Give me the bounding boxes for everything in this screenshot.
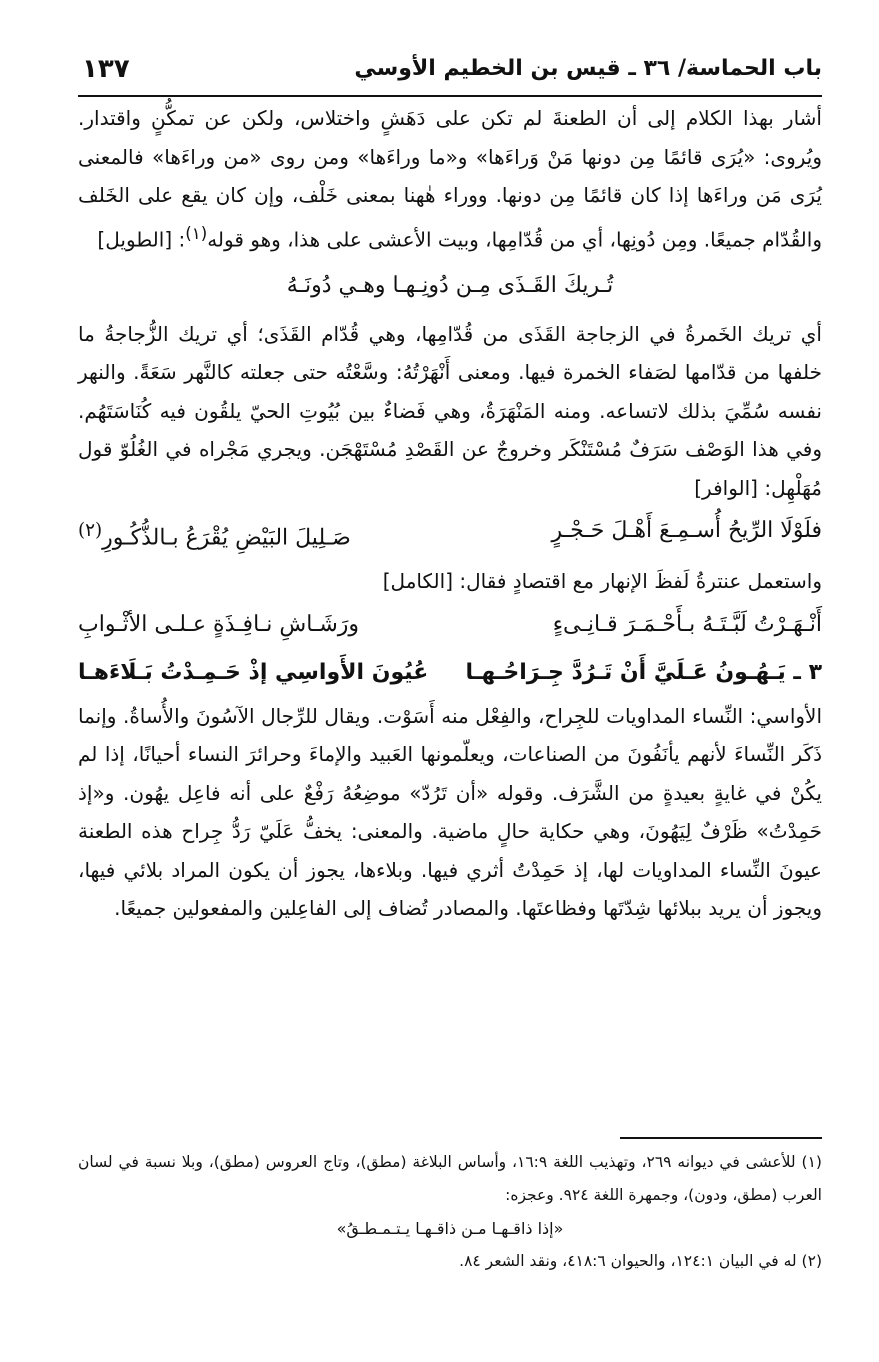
verse-line-1: تُـريكَ القَـذَى مِـن دُونِـهـا وهـي دُونَـهُ bbox=[286, 272, 614, 298]
footnote-ref-2: (٢) bbox=[78, 520, 103, 542]
footnote-2: (٢) له في البيان ١٢٤:١، والحيوان ٤١٨:٦، ونقد الشعر ٨٤. bbox=[459, 1252, 822, 1270]
couplet-1-second-hemistich bbox=[78, 507, 351, 562]
header-rule bbox=[78, 95, 822, 97]
main-text bbox=[78, 99, 822, 928]
couplet-2-first-hemistich: أَنْـهَـرْتُ لَبَّـتَـهُ بـأَحْـمَـرَ قـانِـىءٍ bbox=[552, 611, 822, 637]
paragraph-1-text: أشار بهذا الكلام إلى أن الطعنةَ لم تكن على دَهَشٍ واختلاس، ولكن عن تمكُّنٍ واقتدار. ويُروى: «يُرَى قائمًا مِن دونها مَنْ وَراءَها» و«ما وراءَها» ومن روى «من وراءَها» فالمعنى يُرَى مَن وراءَها إذا كان قائمًا مِن دونها. ووراء هٰهنا بمعنى خَلْف، وإن كان يقع على الخَلف والقُدّام جميعًا. ومِن دُونِها، أي من قُدّامِها، وبيت الأعشى على هذا، وهو قوله bbox=[78, 106, 822, 252]
poem-verse-3-second-hemistich: عُيُونَ الأَواسِي إذْ حَـمِـدْتُ بَـلَاءَهـا bbox=[78, 659, 429, 685]
running-header-title: باب الحماسة/ ٣٦ ـ قيس بن الخطيم الأوسي bbox=[354, 56, 822, 81]
meter-label-wafir: [الوافر] bbox=[694, 475, 758, 500]
couplet-1-second-hemistich-text: صَـلِيلَ البَيْضِ يُقْرَعُ بـالذُّكُـورِ bbox=[102, 525, 351, 551]
paragraph-4: الأواسي: النِّساء المداويات للجِراح، والفِعْل منه أَسَوْت. ويقال للرِّجال الآسُونَ والأُساةُ. وإنما ذَكَر النِّساءَ لأنهم يأنَفُونَ من الصناعات، ويعلّمونها العَبيد والإماءَ وحرائرَ النساء أحيانًا، إذا لم يكُنْ في غايةٍ بعيدةٍ من الشَّرَف. وقوله «أن تَرُدّ» موضِعُهُ رَفْعٌ على أنه فاعِل يهُون. و«إذ حَمِدْتُ» ظَرْفٌ لِيَهُونَ، وهي حكاية حالٍ ماضية. والمعنى: يخفُّ عَلَيّ رَدُّ جِراح هذه الطعنة عيونَ النِّساء المداويات لها، إذ حَمِدْتُ أثري فيها. وبلاءها، يجوز أن يكون المراد بلائي فيها، ويجوز أن يريد ببلائها شِدّتَها وفظاعتَها. والمصادر تُضاف إلى الفاعِلين والمفعولين جميعًا. bbox=[78, 703, 822, 921]
meter-label-tawil: [الطويل] bbox=[97, 227, 173, 252]
paragraph-3 bbox=[78, 562, 822, 601]
footnote-separator bbox=[620, 1137, 822, 1139]
poem-verse-3 bbox=[78, 649, 822, 697]
couplet-1 bbox=[78, 507, 822, 562]
paragraph-2-text: أي تريك الخَمرةُ في الزجاجة القَذَى من قُدّامِها، وهي قُدّام القَذَى؛ أي تريك الزُّجاجةُ ما خلفها من قدّامها لصَفاء الخمرة فيها. ومعنى أَنْهَرْتُهُ: وسَّعْتُه حتى جعلته كالنَّهر سَعَةً. والنهر نفسه سُمِّيَ بذلك لاتساعه. ومنه المَنْهَرَةُ، وهي فَضاءٌ بين بُيُوتِ الحيّ يلقُون فيه كُنَاسَتَهُم. وفي هذا الوَصْف سَرَفٌ مُسْتَنْكَر وخروجٌ عن القَصْدِ مُسْتَهْجَن. ويجري مَجْراه في الغُلُوّ قول مُهَلْهِل: bbox=[78, 321, 822, 500]
paragraph-3-text: واستعمل عنترةُ لَفظَ الإنهار مع اقتصادٍ فقال: bbox=[459, 569, 822, 594]
paragraph-1-colon: : bbox=[172, 227, 186, 252]
footnote-1-verse: «إذا ذاقـهـا مـن ذاقـهـا يـتـمـطـقُ» bbox=[336, 1219, 564, 1238]
footnotes bbox=[78, 1146, 822, 1278]
poem-verse-3-first-hemistich: ٣ ـ يَـهُـونُ عَـلَيَّ أَنْ تَـرُدَّ جِـرَاحُـهـا bbox=[465, 659, 822, 685]
paragraph-1 bbox=[78, 99, 822, 259]
couplet-1-first-hemistich: فلَوْلَا الرِّيحُ أُسـمِـعَ أَهْـلَ حَـجْـرٍ bbox=[551, 518, 822, 544]
page-number: ١٣٧ bbox=[82, 54, 130, 84]
couplet-2 bbox=[78, 601, 822, 649]
couplet-2-second-hemistich: ورَشَـاشِ نـافِـذَةٍ عـلـى الأثْـوابِ bbox=[78, 611, 360, 637]
footnote-ref-1: (١) bbox=[185, 223, 208, 243]
meter-label-kamil: [الكامل] bbox=[382, 569, 454, 594]
footnote-1: (١) للأعشى في ديوانه ٢٦٩، وتهذيب اللغة ١٦:٩، وأساس البلاغة (مطق)، وتاج العروس (مطق)، وبلا نسبة في لسان العرب (مطق، ودون)، وجمهرة اللغة ٩٢٤. وعجزه: bbox=[78, 1153, 822, 1204]
paragraph-2 bbox=[78, 315, 822, 508]
running-header bbox=[78, 50, 822, 90]
